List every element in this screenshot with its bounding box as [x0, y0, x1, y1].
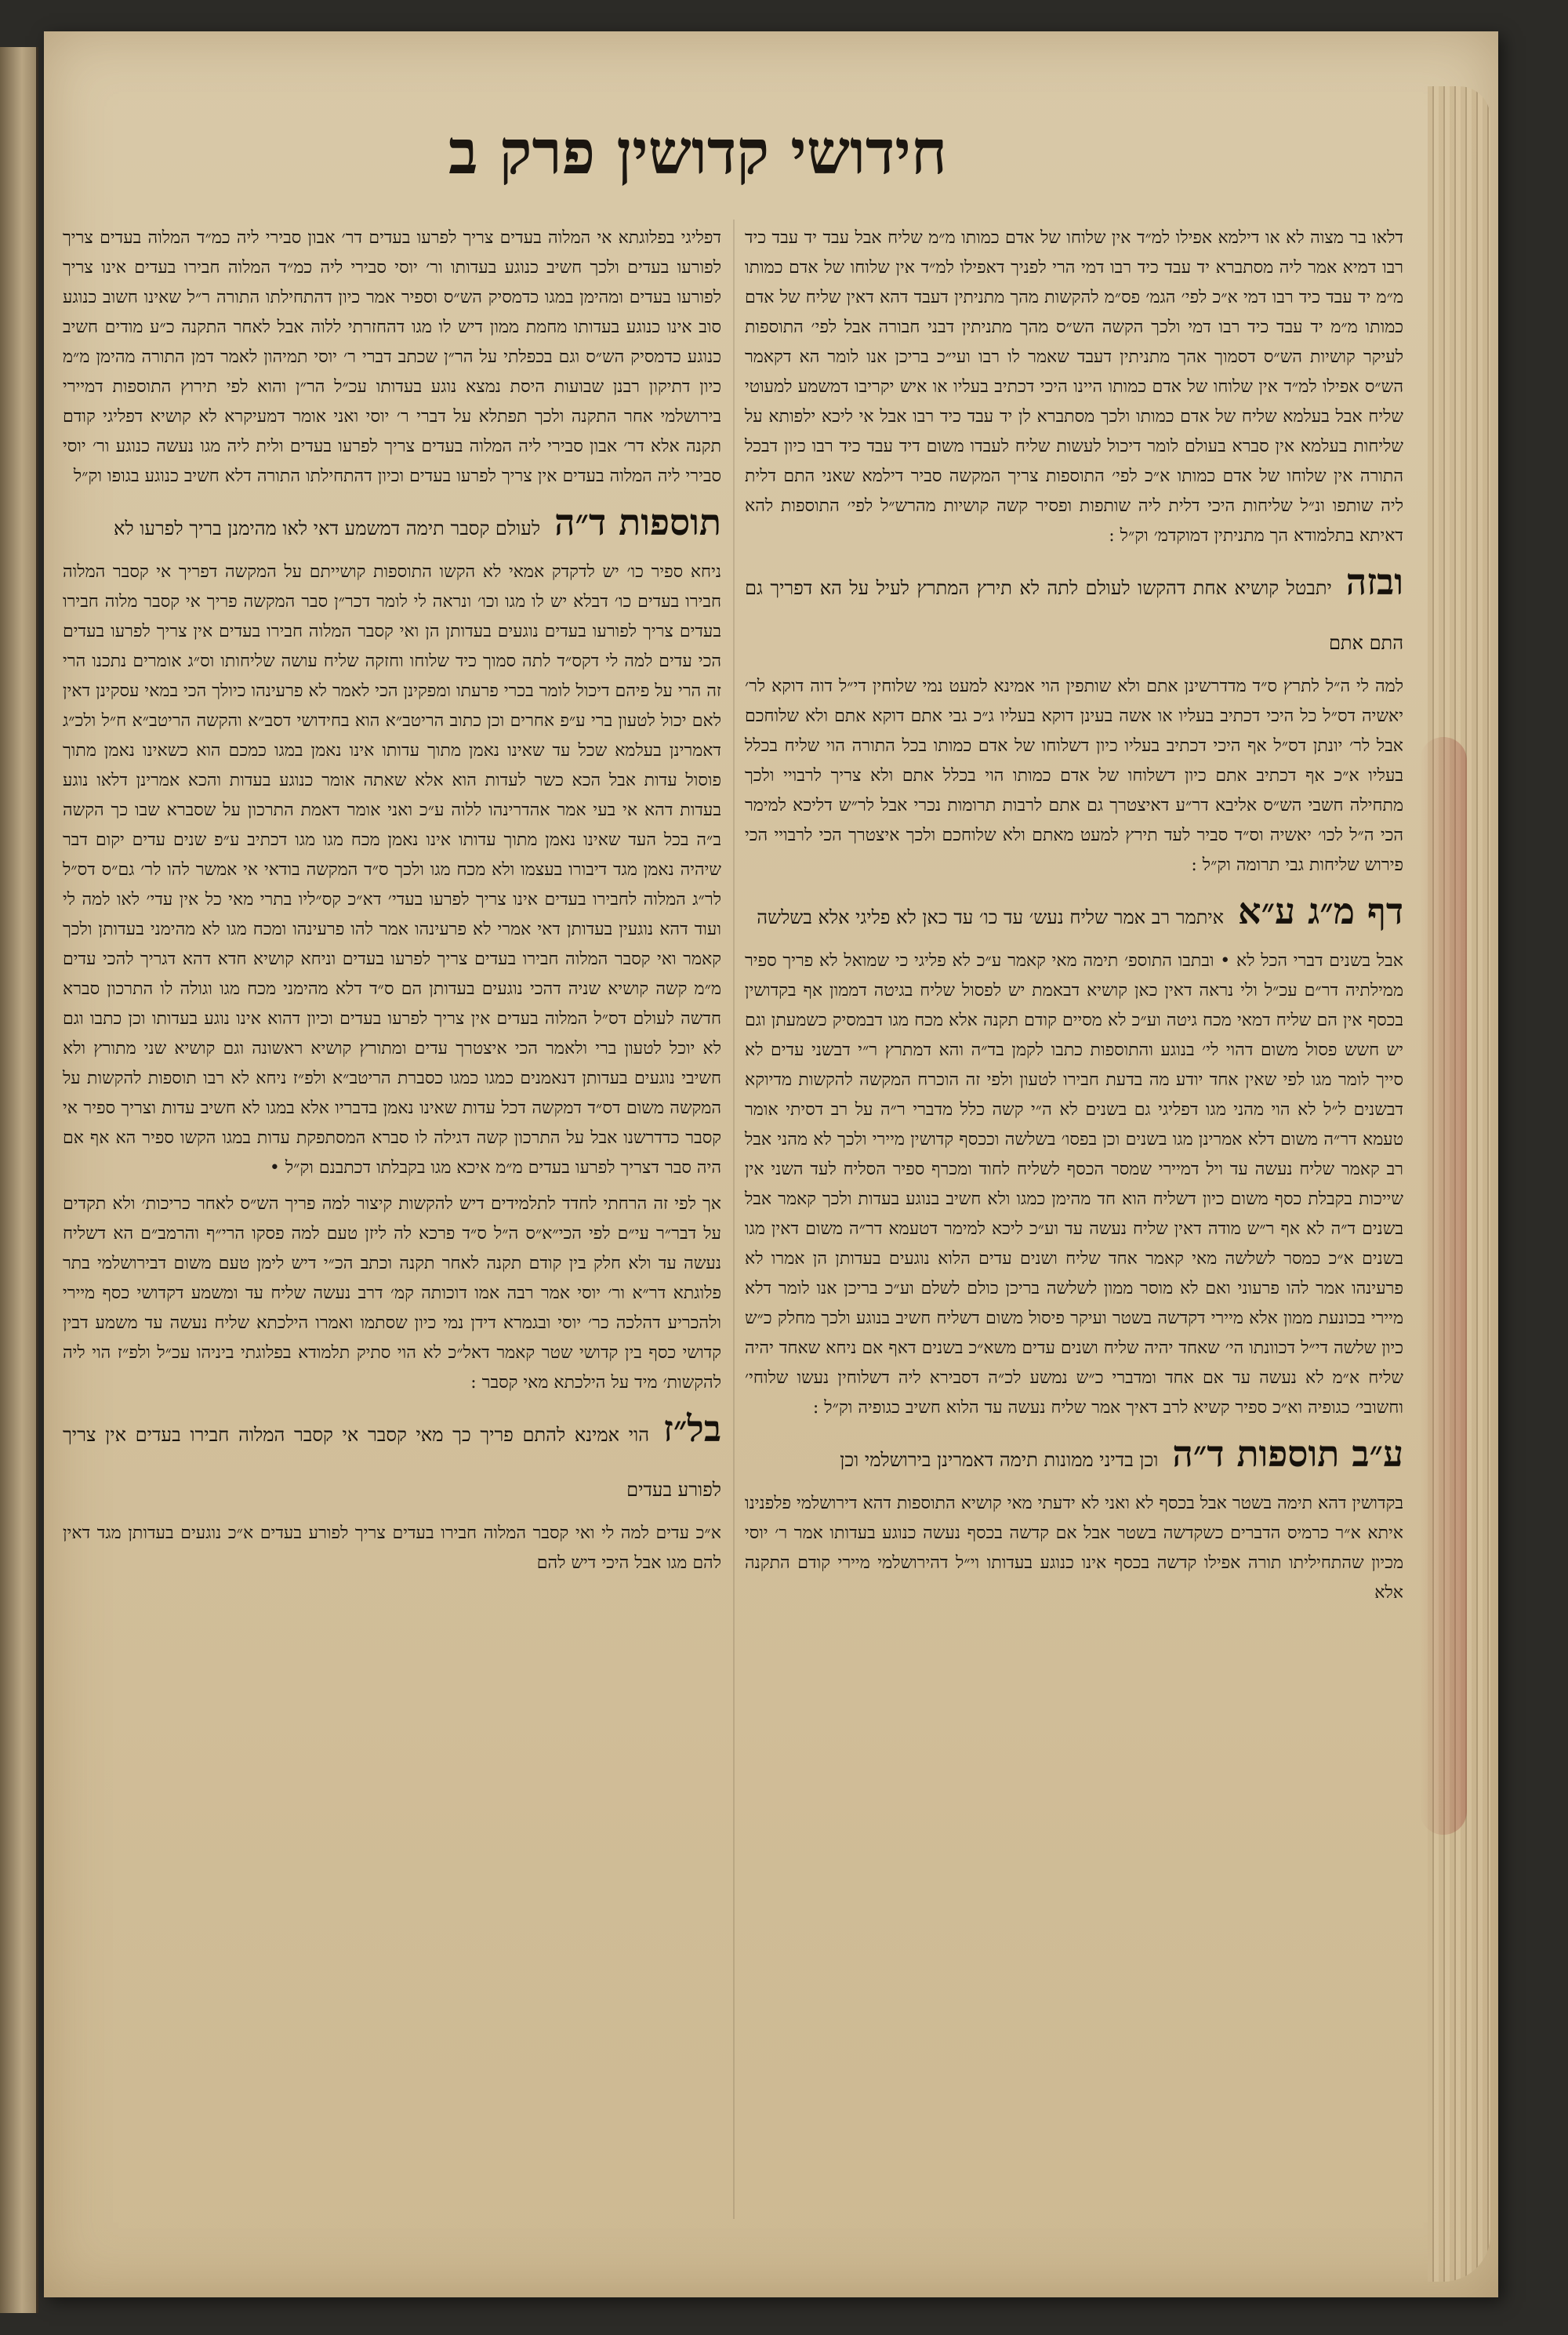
left-paragraph-1: דפליגי בפלוגתא אי המלוה בעדים צריך לפרעו בעדים דר׳ אבון סבירי ליה כמ״ד המלוה בעדים צריך לפורעו בעדים ולכך חשיב כנוגע בעדותו ור׳ יוסי סבירי ליה כמ״ד המלוה חבירו בעדים אינו צריך לפורעו בעדים ומהימן במגו כדמסיק הש״ס וספיר אמר כיון דהתחילתו התורה ר״ל שאינו חשוב כנוגע סוב אינו כנוגע בעדותו מחמת ממון דיש לו מגו דהחזרתי ללוה אבל לאחר התקנה כ״ע מודים חשיב כנוגע כדמסיק הש״ס וגם בכפלתי על הר״ן שכתב דברי ר׳ יוסי תמיהון לאמר דמן התורה מהימן מ״מ כיון דתיקון רבנן שבועות היסת נמצא נוגע בעדותו עכ״ל הר״ן והוא לפי תירוץ התוספות דמיירי בירושלמי אחר התקנה ולכך תפתלא על דברי ר׳ יוסי ואני אומר דמעיקרא לא קושיא דפליגי קודם תקנה אלא דר׳ אבון סבירי ליה המלוה בעדים צריך לפרעו בעדים ולית ליה מגו נעשה כנוגע ור׳ יוסי סבירי ליה המלוה בעדים אין צריך לפרעו בעדים וכיון דהתחילתו התורה דלא חשיב כנוגע בגופו וק״ל — [63, 228, 721, 486]
left-column — [63, 223, 721, 2231]
right-paragraph-3: אבל בשנים דברי הכל לא • ובתבו התוספ׳ תימה מאי קאמר ע״כ לא פליגי כי שמואל לא פריך ספיר ממילתיה דר״ם עכ״ל ולי נראה דאין כאן קושיא דבאמת יש לפסול שליח בגיטה דממון אף בקדושין בכסף אין הם שליח דמאי מכח גיטה וע״כ לא מסיים קודם תקנה אלא מכח מגו דבמסיק כשמעתן וגם יש חשש פסול משום דהוי לי׳ בנוגע והתוספות כתבו לקמן בד״ה והא דמתרץ ר״י דבשני עדים לא סייך לומר מגו לפי שאין אחד יודע מה בדעת חבירו לטעון ולפי זה הוכרח המקשה להקשות מדיוקא דבשנים ל״ל לא הוי מהני מגו דפליגי גם בשנים לא ה״י קשה כלל מדברי ר״ה על רב דסיתי אומר טעמא דר״ה משום דלא אמרינן מגו בשנים וכן בפסו׳ בשלשה וככסף קדושין מיירי ולכך לא מהני אבל רב קאמר שליח נעשה עד ויל דמיירי שמסר הכסף לשליח לחוד ומכרף ספיר הסליח לעד השני אין שייכות בקבלת כסף משום כיון דשליח הוא חד מהימן כמגו ולא חשיב בנוגע בעדות ולכך קאמר אבל בשנים ד״ה לא אף ר״ש מודה דאין שליח נעשה עד וע״כ ליכא למימר דטעמא דר״ה משום דאין מגו בשנים א״כ כמסר לשלשה מאי קאמר אחד שליח ושנים עדים הלוא נוגעים בעדותן הן אמרו לא פרעינהו אמר להו פרעוני ואם לא מוסר ממון לשלשה בריכן כולם לשלם וע״כ בריכן אנו לומר דלא מיירי בכונעת ממון אלא מיירי דקדשה בשטר ועיקר פיסול משום דשליח חשיב בנוגע ולכך מחלק כ״ש כיון שלשה די״ל דכוונתו הי׳ שאחד יהיה שליח ושנים עדים משא״כ בשנים דאף אם ניחא שאחד יהיה שליח א״מ לא נעשה עד אם אחד ומדברי כ״ש נמשע לכ״ה דסבירא ליה דשלוחין נעשו שלוחי׳ וחשובי׳ כגופיה וא״כ ספיר קשיא לרב דאיך אמר שליח נעשה עד הלוא חשיב כגופיה וק״ל : — [745, 951, 1403, 1418]
right-heading-3-title: ע״ב תוספות ד״ה — [1172, 1433, 1403, 1475]
right-heading-3-lead: וכן בדיני ממונות תימה דאמרינן בירושלמי וכן — [840, 1449, 1159, 1471]
left-heading-1-title: תוספות ד״ה — [554, 501, 721, 543]
right-column — [745, 223, 1403, 2231]
left-heading-1 — [63, 498, 721, 553]
page-stain — [1420, 737, 1467, 1835]
left-heading-1-lead: לעולם קסבר תימה דמשמע דאי לאו מהימנן בריך לפרעו לא — [114, 517, 541, 539]
right-paragraph-4: בקדושין דהא תימה בשטר אבל בכסף לא ואני לא ידעתי מאי קושיא התוספות דהא דירושלמי פלפנינו איתא א״ר כרמיס הדברים כשקדשה בשטר אבל אם קדשה בכסף נעשה כנוגע בעדותו אמר ר׳ יוסי מכיון שהתחיליתו תורה אפילו קדשה בכסף אינו כנוגע בעדותו וי״ל דהירושלמי מיירי קודם התקנה אלא — [745, 1494, 1403, 1603]
right-heading-2 — [745, 887, 1403, 942]
column-gutter — [733, 220, 735, 2219]
left-paragraph-2: ניחא ספיר כו׳ יש לדקדק אמאי לא הקשו התוספות קושייתם על המקשה דפריך אי קסבר המלוה חבירו בעדים כו׳ דבלא יש לו מגו וכו׳ ונראה לי לומר דכר״ן סבר המקשה פריך אי קסבר מלוה חבירו בעדים צריך לפורעו בעדים נוגעים בעדותן הן ואי קסבר המלוה חבירו בעדים אין צריך לפרעו בעדים הכי עדים למה לי דקס״ד לתה סמוך כיד שלוחו וחזקה שליח עושה שליחותו וס״ג אומרים נתכנו הרי זה הרי על פיהם דיכול לומר בכרי פרעתו ומפקינן הכי לאמר לא פרעינהו כיולך הכי במאי עסקינן דאין לאם יכול לטעון ברי ע״פ אחרים וכן כתוב הריטב״א הוא בחידושי דסב״א והקשה הריטב״א ח״ל ולכ״ג דאמרינן בעלמא שכל עד שאינו נאמן מתוך עדותו אינו נאמן במגו כמכם הוא כשאינו נאמן מתוך פוסול עדות אבל הכא כשר לעדות הוא אלא שאתה אומר כנוגע בעדות והכא אמרינן דלאו נוגע בעדות דהא אי בעי אמר אהדרינהו ללוה ע״כ ואני אומר דאמת התרכון על שסברא שבו כך הקשה ב״ה בכל העד שאינו נאמן מתוך עדותו אינו נאמן מכח מגו מגו דכתיב ע״פ שנים עדים יקום דבר שיהיה נאמן מגד דיבורו בעצמו ולא מכח מגו ולכך ס״ד המקשה בודאי אי אמשר להו לר׳ גם״ס דס״ל לר״ג המלוה לחבירו בעדים אינו צריך לפרעו בעדי׳ דא״כ קס״ליו בתרי מאי כל אין עדי׳ לאו למה לי ועוד דהא נוגעין בעדותן דאי אמרי לא פרעינהו אמר להו פרעינהו ומכח מגו לא מהימני בעדותן ולכך קאמר ואי קסבר המלוה חבירו בעדים צריך לפרעו בעדים וניחא קושיא חדא דהא דגריך להכי עדים מ״מ קשה קושיא שניה דהכי נוגעים בעדותן הם ס״ד דלא מהימני מכח מגו וגולה לו התרכון סברא חדשה לעולם דס״ל המלוה בעדים אין צריך לפרעו בעדים וכיון דהוא אינו נוגע בעדותו וכן כתבו וגם לא יוכל לטעון ברי ולאמר הכי איצטרך עדים ומתורץ קושיא ראשונה וגם קושיא שני מתורץ ולא חשיבי נוגעים בעדותן דנאמנים כמגו כמגו כסברת הריטב״א ולפ״ז ניחא לא רבו תוספות להקשות על המקשה משום דס״ד דמקשה דכל עדות שאינו נאמן בדבריו אלא במגו לא חשיב עדות וצריך ספיר אי קסבר כדדרשנו אבל על התרכון קשה דגילה לו סברא המסתפקת עדות במגו הקשו ספיר הא אף אם היה סבר דצריך לפרעו בעדים מ״מ איכא מגו בקבלתו דכתבנם וק״ל • — [63, 562, 722, 1178]
right-heading-2-lead: איתמר רב אמר שליח נעש׳ עד כו׳ עד כאן לא פליגי אלא בשלשה — [757, 906, 1225, 928]
right-paragraph-1: דלאו בר מצוה לא או דילמא אפילו למ״ד אין שלוחו של אדם כמותו מ״מ שליח אבל עבד יד עבד כיד רבו דמיא אמר ליה מסתברא יד עבד כיד רבו דמי הרי לפניך דאפילו למ״ד אין שלוחו של אדם כמותו מ״מ יד עבד כיד רבו דמי א״כ לפי׳ הגמ׳ פס״מ להקשות מהך מתניתין דעבד דהא דאין שליח של אדם כמותו מ״מ יד עבד כיד רבו דמי ולכך הקשה הש״ס מהך מתניתין דבני חבורה אבל לפי׳ התוספות לעיקר קושיות הש״ס דסמוך אהך מתניתין דעבד שאמר לו רבו ועי״כ בריכן אנו לומר הא דקאמר הש״ס אפילו למ״ד אין שלוחו של אדם כמותו היינו היכי דכתיב בעליו או איש יקריבו דמשמע למעוטי שליח אבל בעלמא שליח של אדם כמותו ולכך מסתברא לן יד עבד כיד רבו אבל אי ליכא ילפותא על שליחות בעלמא אין סברא בעולם לומר דיכול לעשות שליח לעבדו משום דיד עבד כיד רבו כיון דבכל התורה אין שלוחו של אדם כמותו א״כ לפי׳ התוספות צריך המקשה סביר דילמא שאני התם דלית ליה שותפו ונ״ל שליחות היכי דלית ליה שותפות ופסיר קשה קושיות מהרש״ל לפי׳ התוספות להא דאיתא בתלמודא הך מתניתין דמוקדמ׳ וק״ל : — [745, 228, 1403, 546]
right-heading-1 — [745, 557, 1403, 667]
right-paragraph-2: למה לי ה״ל לתרץ ס״ד מדדרשינן אתם ולא שותפין הוי אמינא למעט נמי שלוחין די״ל דוה דוקא לר׳ יאשיה דס״ל כל היכי דכתיב בעליו או אשה בעינן דוקא בעליו ג״כ גבי אתם דוקא אתם ולא שלוחכם אבל לר׳ יונתן דס״ל אף היכי דכתיב בעליו כיון דשלוחו של אדם כמותו בכל התורה הוי שליח בכלל בעליו א״כ אף דכתיב אתם כיון דשלוחו של אדם כמותו הוי בכלל אתם ולא צריך לרבויי ולכך מתחילה חשבי הש״ס אליבא דר״ע דאיצטרך גם אתם לרבות תרומות נכרי אבל לר״ש דליכא למימר הכי ה״ל לכו׳ יאשיה וס״ד סביר לעד תירץ למעט מאתם ולא שלוחכם ולכך איצטרך הכי לרבויי הכי פירוש שליחות גבי תרומה וק״ל : — [745, 677, 1403, 875]
previous-page-edge — [0, 47, 38, 2313]
left-paragraph-4: א״כ עדים למה לי ואי קסבר המלוה חבירו בעדים צריך לפורע בעדים א״כ נוגעים בעדותן מגד דאין להם מגו אבל היכי דיש להם — [63, 1523, 721, 1573]
right-heading-1-lead: יתבטל קושיא אחת דהקשו לעולם לתה לא תירץ המתרץ לעיל על הא דפריך גם התם אתם — [745, 577, 1403, 654]
left-heading-2 — [63, 1404, 721, 1514]
left-heading-2-title: בל״ז — [663, 1407, 721, 1450]
page-title: חידושי קדושין פרק ב — [448, 117, 948, 188]
right-heading-3 — [745, 1429, 1403, 1484]
right-heading-1-title: ובזה — [1345, 561, 1403, 603]
left-heading-2-lead: הוי אמינא להתם פריך כך מאי קסבר אי קסבר המלוה חבירו בעדים אין צריך לפורע בעדים — [63, 1424, 721, 1501]
left-paragraph-3: אך לפי זה הרחתי לחדד לתלמידים דיש להקשות קיצור למה פריך הש״ס לאחר כריכות׳ ולא תקדים על דבר״ר עי״ם לפי הכי״א״ס ה״ל ס״ד פרכא לה ליזן טעם למה פסקו הרי״ף והרמב״ם הא דשליח נעשה עד ולא חלק בין קודם תקנה לאחר תקנה וכתב הכ״י דיש לימן טעם משום דבירושלמי בתר פלוגתא דר״א ור׳ יוסי אמר רבה אמו דוכותה קמ׳ דרב נעשה שליח עד ומשמע דקדושי כסף מיירי ולהכריע דהלכה כר׳ יוסי ובגמרא דידן נמי כיון שסתמו ואמרו הילכתא שליח נעשה עד משמע דבין קדושי כסף בין קדושי שטר קאמר דאל״כ לא הוי סתיק תלמודא בפלוגתי ביניהו עכ״ל ולפ״ז הוי ליה להקשות׳ מיד על הילכתא מאי קסבר : — [63, 1194, 721, 1393]
right-heading-2-title: דף מ״ג ע״א — [1238, 890, 1403, 932]
